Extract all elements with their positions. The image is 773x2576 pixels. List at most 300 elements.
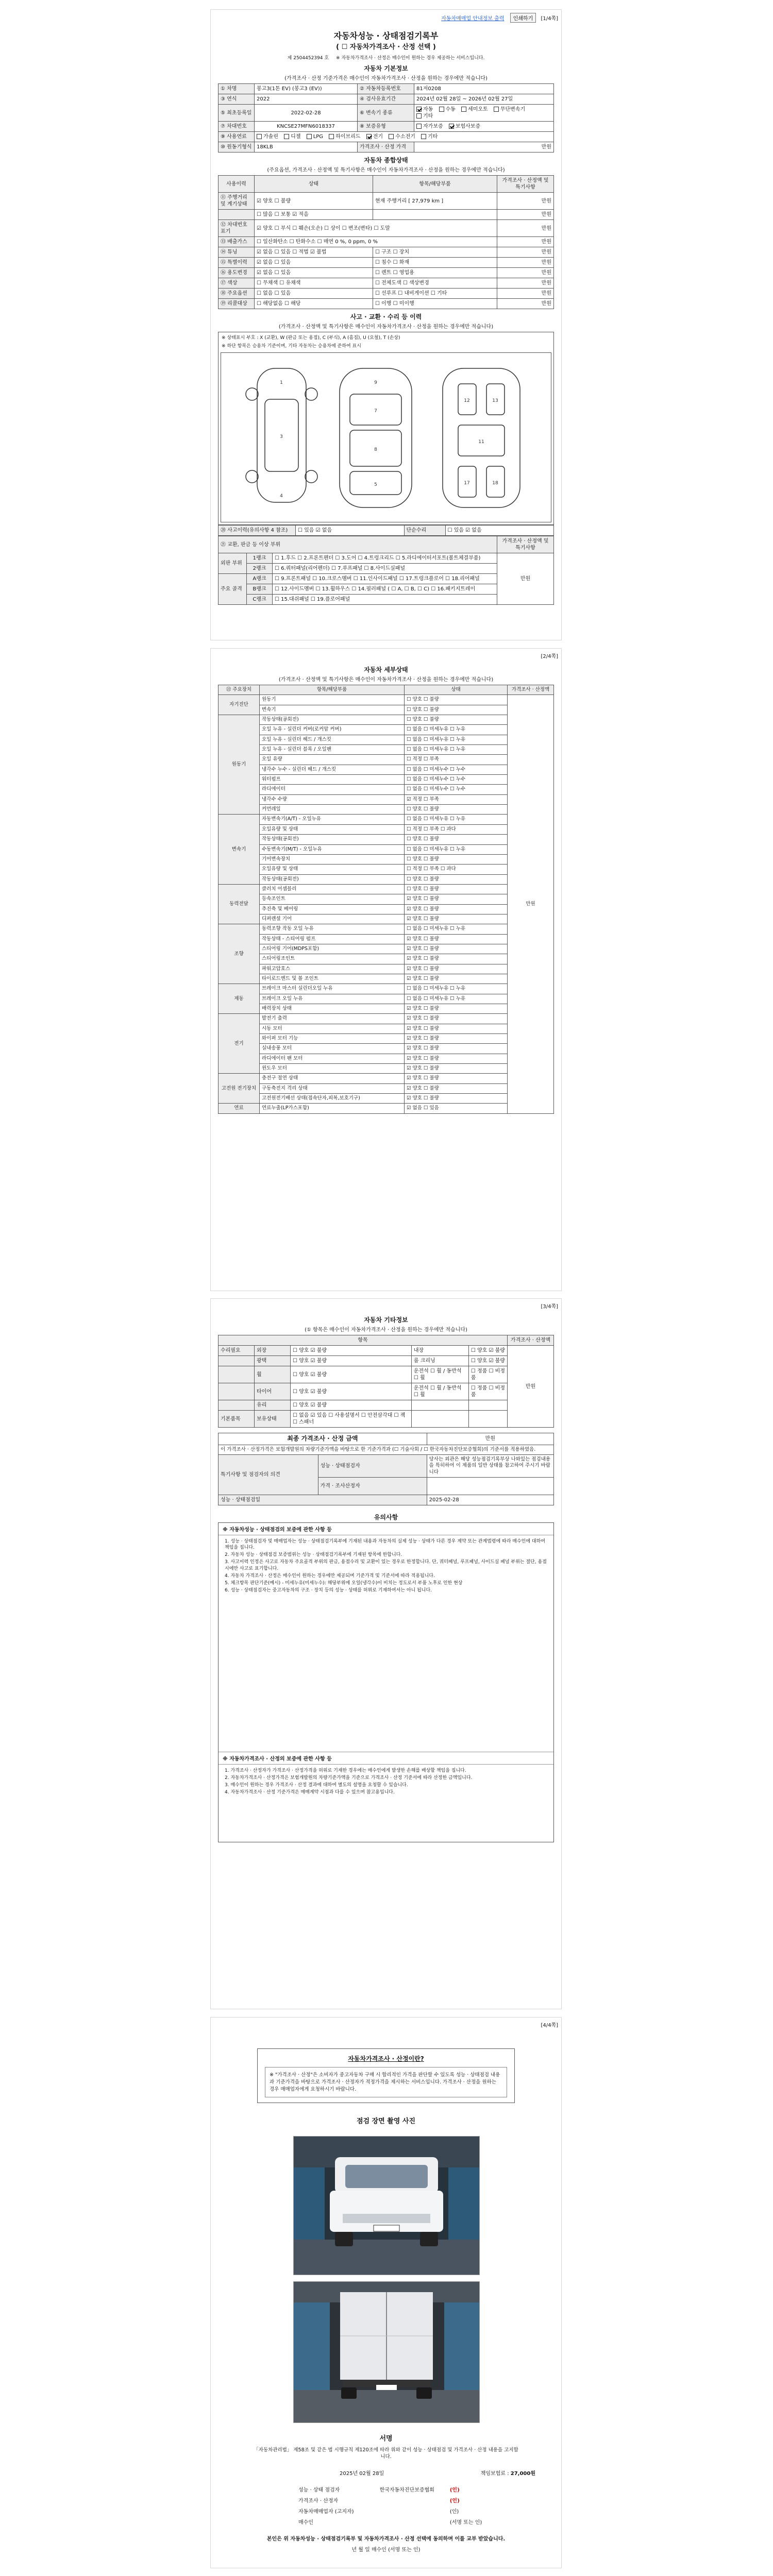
detail-row — [219, 745, 554, 755]
pricebox — [257, 2048, 515, 2103]
status-row-detail — [373, 210, 497, 220]
other-part2 — [411, 1400, 468, 1411]
status-row-detail: ☐ 이행 ☐ 미이행 — [373, 299, 497, 309]
detail-state: ☐ 양호 ☐ 불량 — [405, 835, 508, 844]
status-row-unit: 만원 — [497, 193, 554, 210]
outer-label: ㉑ 교환, 판금 등 이상 부위 — [219, 536, 497, 553]
detail-state: ☐ 적정 ☐ 부족 — [405, 755, 508, 765]
accident-legend2: ※ 하단 항목은 승용차 기준이며, 기타 자동차는 승용차에 준하여 표시 — [222, 344, 361, 349]
engine: 18KLB — [255, 142, 358, 152]
page-3 — [210, 1298, 562, 2009]
other-state: ☐ 없음 ☑ 있음 ☐ 사용설명서 ☐ 안전삼각대 ☐ 잭 ☐ 스패너 — [291, 1411, 412, 1428]
notice-header: 유의사항 — [374, 1513, 398, 1521]
detail-part: 냉각수 수량 — [260, 794, 405, 804]
other-state: ☐ 양호 ☑ 불량 — [291, 1400, 412, 1411]
receiver-sign-label: 매수인 — [298, 2519, 313, 2526]
notice-item: 4. 자동차 가격조사 · 산정은 매수인이 원하는 경우에만 제공되며 기준가격 및 기준서에 따라 적용됩니다. — [225, 1573, 435, 1579]
detail-row — [219, 715, 554, 725]
status-row-detail: ☐ 구조 ☐ 장치 — [373, 247, 497, 258]
status-row — [219, 258, 554, 268]
rankB-items: ☐ 12.사이드멤버 ☐ 13.휠하우스 ☐ 14.필러패널 ( ☐ A, ☐ B, ☐ C) ☐ 16.패키지트레이 — [273, 584, 497, 595]
other-name: 기본품목 — [219, 1411, 255, 1428]
fuel-hybrid: 하이브리드 — [335, 134, 361, 140]
status-row-label: ⑭ 튜닝 — [219, 247, 255, 258]
checker-note: 당사는 외관은 해당 성능점검기록부상 나와있는 점검내용을 특히하여 이 제품의 일반 상태를 참고하여 주시기 바랍니다 — [427, 1454, 553, 1477]
photos-title: 점검 장면 촬영 사진 — [356, 2117, 416, 2126]
detail-group-label: 고전원 전기장치 — [219, 1074, 260, 1104]
notice-item: 2. 자동차 성능 · 상태점검 보증범위는 성능 · 상태점검기록부에 기재된 항목에 한합니다. — [225, 1552, 402, 1558]
detail-state: ☐ 적정 ☐ 부족 ☐ 과다 — [405, 824, 508, 834]
rankA-items: ☐ 9.프론트패널 ☐ 10.크로스멤버 ☐ 11.인사이드패널 ☐ 17.트렁크플로어 ☐ 18.리어패널 — [273, 574, 497, 584]
detail-col-item: 항목/해당부품 — [260, 685, 405, 695]
page-number: [3/4쪽] — [541, 1304, 558, 1310]
detail-row — [219, 854, 554, 864]
accident-sub: (가격조사 · 산정액 및 특기사항은 매수인이 자동차가격조사 · 산정을 원하는 경우에만 적습니다) — [278, 324, 494, 330]
rank1-label: 1랭크 — [247, 553, 273, 564]
detail-state: ☐ 없음 ☐ 미세누유 ☐ 누유 — [405, 725, 508, 735]
detail-part: 커먼레일 — [260, 805, 405, 815]
page-number: [2/4쪽] — [541, 654, 558, 659]
other-sub: (① 항목은 매수인이 자동차가격조사 · 산정을 원하는 경우에만 적습니다) — [305, 1327, 467, 1333]
detail-state: ☑ 양호 ☐ 불량 — [405, 964, 508, 974]
other-part2 — [411, 1411, 468, 1428]
repair-label: 단순수리 — [404, 526, 445, 536]
detail-row — [219, 944, 554, 954]
checkbox — [307, 134, 312, 139]
detail-row — [219, 794, 554, 804]
detail-state: ☑ 양호 ☐ 불량 — [405, 1034, 508, 1044]
fuel-label: ⑨ 사용연료 — [219, 132, 255, 142]
detail-row — [219, 735, 554, 744]
basic-sub: (가격조사 · 산정 기준가격은 매수인이 자동차가격조사 · 산정을 원하는 경우에만 적습니다) — [284, 76, 488, 81]
notice-sec2-items — [219, 1765, 553, 1842]
other-state: ☐ 양호 ☑ 불량 — [291, 1346, 412, 1356]
detail-part: 윈도우 모터 — [260, 1064, 405, 1074]
detail-row — [219, 964, 554, 974]
detail-row — [219, 1083, 554, 1093]
other-col-item: 항목 — [219, 1335, 508, 1346]
warranty-options — [414, 122, 554, 132]
detail-sub: (가격조사 · 산정액 및 특기사항은 매수인이 자동차가격조사 · 산정을 원하는 경우에만 적습니다) — [278, 677, 494, 683]
detail-part: 파워고압호스 — [260, 964, 405, 974]
detail-state: ☐ 없음 ☐ 미세누유 ☐ 누유 — [405, 984, 508, 994]
status-row-unit: 만원 — [497, 237, 554, 247]
other-row — [219, 1383, 554, 1400]
status-row-detail: ☐ 침수 ☐ 화재 — [373, 258, 497, 268]
notice-sec1: ※ 자동차성능 · 상태점검의 보증에 관한 사항 등 — [219, 1523, 553, 1535]
damage-table — [218, 536, 554, 605]
detail-group-label: 변속기 — [219, 815, 260, 884]
other-part2: 룸 크리닝 — [411, 1356, 468, 1366]
fuel-options — [255, 132, 554, 142]
checker-label: 성능 · 상태점검자 — [318, 1454, 427, 1477]
dealer-sign-label: 자동차매매업자 (고지자) — [298, 2509, 354, 2515]
status-row — [219, 220, 554, 237]
car-name-label: ① 차명 — [219, 84, 255, 94]
svg-text:8: 8 — [374, 447, 377, 452]
notice-item: 5. 체크항목 판단기준(예시) - 미세누유(미세누수): 해당부위에 오일(냉각수)이 비치는 정도로서 부품 노후로 인한 현상 — [225, 1580, 463, 1586]
price-unit: 만원 — [414, 142, 554, 152]
status-row-unit: 만원 — [497, 299, 554, 309]
status-row-unit: 만원 — [497, 268, 554, 278]
status-row-opts: ☐ 해당없음 ☐ 해당 — [255, 299, 373, 309]
status-col-price: 가격조사 · 산정액 및 특기사항 — [497, 176, 554, 193]
detail-state: ☐ 양호 ☐ 불량 — [405, 884, 508, 894]
detail-part: 타이로드엔드 및 볼 조인트 — [260, 974, 405, 984]
other-state2: ☐ 정품 ☐ 비정품 — [468, 1383, 507, 1400]
detail-part: 브레이크 마스터 실린더오일 누유 — [260, 984, 405, 994]
detail-part: 스티어링 기어(MDPS포함) — [260, 944, 405, 954]
detail-part: 실내송풍 모터 — [260, 1044, 405, 1054]
reg-no: 81저0208 — [414, 84, 554, 94]
signature-date: 2025년 02월 28일 — [340, 2470, 384, 2477]
detail-row — [219, 984, 554, 994]
checker-sign: 한국자동차진단보증협회 — [379, 2487, 434, 2493]
pricer-label: 가격 · 조사산정자 — [318, 1477, 427, 1495]
status-sub: (주요옵션, 가격조사 · 산정액 및 특기사항은 매수인이 자동차가격조사 · 산정을 원하는 경우에만 적습니다) — [267, 167, 505, 173]
repair-opts: ☐ 있음 ☑ 없음 — [445, 526, 554, 536]
status-row-unit: 만원 — [497, 278, 554, 289]
dealer-seal: (인) — [449, 2509, 459, 2515]
trans-auto: 자동 — [423, 107, 433, 112]
detail-col-main: ㉒ 주요장치 — [219, 685, 260, 695]
warranty-insurance: 보험사보증 — [455, 124, 481, 129]
price-label: 가격조사 · 산정 가격 — [358, 142, 414, 152]
status-row-unit: 만원 — [497, 210, 554, 220]
status-row-opts: ☑ 없음 ☐ 있음 — [255, 268, 373, 278]
detail-header: 자동차 세부상태 — [364, 666, 408, 673]
dealer-info-link[interactable]: 자동차매매업 안내정보 출력 — [441, 16, 505, 22]
checkbox — [439, 107, 444, 112]
car-name: 봉고3(1톤 EV) — [257, 86, 291, 92]
detail-row — [219, 1094, 554, 1104]
detail-group-label: 원동기 — [219, 715, 260, 815]
checkbox — [461, 107, 466, 112]
detail-state: ☑ 양호 ☐ 불량 — [405, 1054, 508, 1063]
signature-table — [298, 2484, 482, 2527]
panel-label: 외판 부위 — [219, 553, 247, 574]
notice-item: 3. 매수인이 원하는 경우 가격조사 · 산정 결과에 대하여 별도의 설명을 요청할 수 있습니다. — [225, 1783, 408, 1788]
detail-row — [219, 865, 554, 874]
accident-label: ⑳ 사고이력(유의사항 4 참조) — [219, 526, 296, 536]
car-frame-body — [443, 368, 520, 507]
status-row-opts: ☐ 없음 ☐ 있음 — [255, 289, 373, 299]
detail-group-label: 제동 — [219, 984, 260, 1014]
status-row-detail: 현재 주행거리 [ 27,979 km ] — [373, 193, 497, 210]
status-row — [219, 193, 554, 210]
other-state2: ☐ 양호 ☑ 불량 — [468, 1356, 507, 1366]
detail-part: 와이퍼 모터 기능 — [260, 1034, 405, 1044]
year-label: ③ 연식 — [219, 94, 255, 105]
detail-state: ☐ 없음 ☐ 미세누유 ☐ 누유 — [405, 924, 508, 934]
status-row-opts: ☑ 양호 ☐ 부식 ☐ 훼손(오손) ☐ 상이 ☐ 변조(변타) ☐ 도말 — [255, 220, 497, 237]
detail-state: ☑ 양호 ☐ 불량 — [405, 1024, 508, 1033]
fuel-electric: 전기 — [373, 134, 383, 140]
checkbox — [257, 134, 262, 139]
status-row-unit: 만원 — [497, 289, 554, 299]
status-row-label: ⑰ 색상 — [219, 278, 255, 289]
detail-part: 등속조인트 — [260, 894, 405, 904]
detail-state: ☑ 양호 ☐ 불량 — [405, 1004, 508, 1014]
checkbox — [284, 134, 289, 139]
detail-part: 냉각수 누수 - 실린더 헤드 / 개스킷 — [260, 765, 405, 774]
status-row — [219, 268, 554, 278]
checkbox — [389, 134, 394, 139]
engine-label: ⑩ 원동기형식 — [219, 142, 255, 152]
date-label: 성능 · 상태점검일 — [219, 1495, 427, 1505]
svg-text:9: 9 — [374, 380, 377, 385]
detail-row — [219, 835, 554, 844]
detail-row — [219, 1054, 554, 1063]
detail-row — [219, 924, 554, 934]
detail-row — [219, 1104, 554, 1113]
other-part: 보유상태 — [255, 1411, 291, 1428]
other-col-price: 가격조사 · 산정액 — [508, 1335, 554, 1346]
detail-state: ☐ 없음 ☐ 미세누유 ☐ 누유 — [405, 735, 508, 744]
evaluation-header: 최종 가격조사 · 산정 금액 — [219, 1433, 427, 1445]
detail-part: 오일 누유 - 실린더 커버(로커암 커버) — [260, 725, 405, 735]
detail-state: ☑ 양호 ☐ 불량 — [405, 934, 508, 944]
detail-row — [219, 815, 554, 824]
status-row-opts: ☐ 무채색 ☐ 유채색 — [255, 278, 373, 289]
status-row-label — [219, 210, 255, 220]
fee-value: 27,000원 — [510, 2470, 535, 2477]
detail-group-label: 동력전달 — [219, 884, 260, 924]
checkbox — [329, 134, 334, 139]
other-unit: 만원 — [508, 1346, 554, 1428]
year: 2022 — [255, 94, 358, 105]
other-name — [219, 1400, 255, 1411]
fee-label: 책임보험료 — [480, 2470, 506, 2477]
other-table — [218, 1335, 554, 1428]
signature-title: 서명 — [379, 2435, 393, 2443]
detail-row — [219, 934, 554, 944]
detail-state: ☐ 없음 ☐ 미세누수 ☐ 누수 — [405, 765, 508, 774]
detail-part: 충전구 절연 상태 — [260, 1074, 405, 1083]
other-part: 외장 — [255, 1346, 291, 1356]
car-diagram — [221, 352, 551, 522]
detail-part: 발전기 출력 — [260, 1014, 405, 1024]
detail-row — [219, 775, 554, 785]
checkbox — [416, 107, 422, 112]
detail-part: 동력조향 작동 오일 누유 — [260, 924, 405, 934]
detail-part: 작동상태 - 스티어링 펌프 — [260, 934, 405, 944]
other-state: ☐ 양호 ☑ 불량 — [291, 1366, 412, 1383]
rankC-items: ☐ 15.대쉬패널 ☐ 19.플로어패널 — [273, 595, 497, 605]
status-row — [219, 247, 554, 258]
detail-state: ☐ 없음 ☐ 미세누유 ☐ 누유 — [405, 745, 508, 755]
front-photo-image — [294, 2137, 480, 2275]
status-table — [218, 175, 554, 309]
detail-group-label: 자기진단 — [219, 695, 260, 715]
checkbox — [449, 124, 454, 129]
trans-label: ⑥ 변속기 종류 — [358, 105, 414, 122]
checkbox — [366, 134, 372, 139]
detail-state: ☐ 양호 ☐ 불량 — [405, 805, 508, 815]
car-name-sub: (봉고3 (EV)) — [292, 86, 322, 92]
first-reg: 2022-02-28 — [255, 105, 358, 122]
trans-semi: 세미오토 — [468, 107, 488, 112]
status-row-detail: ☐ 선루프 ☐ 내비게이션 ☐ 기타 — [373, 289, 497, 299]
detail-row — [219, 914, 554, 924]
detail-part: 라디에이터 — [260, 785, 405, 794]
detail-col-state: 상태 — [405, 685, 508, 695]
evaluation-amount: 만원 — [427, 1433, 553, 1445]
other-part2: 운전석 ☐ 휠 / 동반석 ☐ 휠 — [411, 1366, 468, 1383]
detail-part: 구동축전지 격리 상태 — [260, 1083, 405, 1093]
checker-seal: (인) — [449, 2487, 460, 2493]
svg-text:13: 13 — [492, 398, 498, 403]
detail-state: ☑ 양호 ☐ 불량 — [405, 954, 508, 964]
signature-section: 서명 「자동차관리법」 제58조 및 같은 법 시행규칙 제120조에 따라 위와 같이 성능 · 상태점검 및 가격조사 · 산정 내용을 고지합니다. 2025년 02월 28일 책임보험료 : 27,000원 성능 · 상태 점검자 한국자동차진단보증협회 (인) 가격조사 · 산정자 (인) 자동차매매업자 (고지자) (인) 매수인 (서명 또는 인) 본인은 위 자동차성능 · 상태점검기록부 및 자동차가격조사 · 산정 선택에 동의하며 이를 교부 받았습니다. 년 월 일 매수인 (서명 또는 인) — [221, 2433, 551, 2553]
trans-etc: 기타 — [423, 113, 433, 119]
basic-header: 자동차 기본정보 — [364, 65, 408, 72]
detail-unit: 만원 — [508, 695, 554, 1113]
checkbox — [421, 134, 426, 139]
other-row — [219, 1366, 554, 1383]
detail-part: 작동상태(공회전) — [260, 715, 405, 725]
rankC-label: C랭크 — [247, 595, 273, 605]
detail-state: ☑ 양호 ☐ 불량 — [405, 914, 508, 924]
detail-part: 고전원전기배선 상태(접속단자,피복,보호기구) — [260, 1094, 405, 1104]
detail-row — [219, 824, 554, 834]
fuel-gasoline: 가솔린 — [263, 134, 278, 140]
pricebox-text: ※ "가격조사 · 산정"은 소비자가 중고자동차 구매 시 합리적인 가격을 판단할 수 있도록 성능 · 상태점검 내용과 기준가격을 바탕으로 가격조사 · 산정자가 적정가격을 제시하는 서비스입니다. 가격조사 · 산정을 원하는 경우 매매업자에게 요청하시기 바랍니다. — [265, 2067, 507, 2097]
special-label: 특기사항 및 점검자의 의견 — [219, 1454, 318, 1495]
detail-state: ☑ 양호 ☐ 불량 — [405, 894, 508, 904]
fuel-hydrogen: 수소전기 — [395, 134, 415, 140]
status-row-label: ⑬ 배출가스 — [219, 237, 255, 247]
detail-col-price: 가격조사 · 산정액 — [508, 685, 554, 695]
notice-item: 1. 가격조사 · 산정자가 가격조사 · 산정가격을 허위로 기재한 경우에는 매수인에게 발생한 손해를 배상할 책임을 집니다. — [225, 1768, 466, 1773]
detail-state: ☐ 양호 ☐ 불량 — [405, 695, 508, 705]
other-part: 타이어 — [255, 1383, 291, 1400]
svg-text:17: 17 — [464, 481, 470, 486]
detail-part: 스티어링조인트 — [260, 954, 405, 964]
detail-row — [219, 974, 554, 984]
notice-item: 1. 성능 · 상태점검자 및 매매업자는 성능 · 상태점검기록부에 기재된 내용과 자동차의 실제 성능 · 상태가 다른 경우 계약 또는 관계법령에 따라 매수인에 대하여 책임을 집니다. — [225, 1538, 546, 1551]
other-name — [219, 1383, 255, 1400]
detail-row — [219, 1014, 554, 1024]
notice-box — [218, 1522, 554, 1842]
detail-state: ☑ 양호 ☐ 불량 — [405, 944, 508, 954]
inspect-period: 2024년 02월 28일 ~ 2026년 02월 27일 — [414, 94, 554, 105]
page-2 — [210, 648, 562, 1291]
accident-opts: ☐ 있음 ☑ 없음 — [296, 526, 405, 536]
accident-table — [218, 525, 554, 536]
status-col-item: 항목/해당부품 — [373, 176, 497, 193]
detail-row — [219, 765, 554, 774]
trans-cvt: 무단변속기 — [500, 107, 526, 112]
notice-item: 6. 성능 · 상태점검자는 중고자동차의 구조 · 장치 등의 성능 · 상태를 허위로 기재하여서는 아니 됩니다. — [225, 1587, 432, 1593]
warranty-label: ⑧ 보증유형 — [358, 122, 414, 132]
status-row-detail: ☐ 전체도색 ☐ 색상변경 — [373, 278, 497, 289]
detail-state: ☑ 없음 ☐ 있음 — [405, 1104, 508, 1113]
detail-part: 클러치 어셈블리 — [260, 884, 405, 894]
status-row-label: ⑲ 리콜대상 — [219, 299, 255, 309]
rankB-label: B랭크 — [247, 584, 273, 595]
checkbox — [494, 107, 499, 112]
detail-row — [219, 904, 554, 914]
detail-state: ☐ 양호 ☐ 불량 — [405, 854, 508, 864]
detail-table — [218, 685, 554, 1114]
detail-state: ☐ 양호 ☐ 불량 — [405, 715, 508, 725]
detail-row — [219, 1044, 554, 1054]
status-row — [219, 237, 554, 247]
detail-part: 워터펌프 — [260, 775, 405, 785]
detail-part: 변속기 — [260, 705, 405, 715]
other-part2: 내장 — [411, 1346, 468, 1356]
detail-row — [219, 1024, 554, 1033]
doc-number: 제 2504452394 호 — [287, 56, 329, 61]
pricebox-title: 자동차가격조사 · 산정이란? — [348, 2055, 424, 2062]
other-row — [219, 1400, 554, 1411]
evaluation-table — [218, 1433, 554, 1505]
print-button[interactable]: 인쇄하기 — [510, 13, 536, 23]
accident-legend: ※ 상태표시 부호 : X (교환), W (판금 또는 용접), C (부식), A (흠집), U (요철), T (손상) — [222, 335, 400, 341]
svg-text:12: 12 — [464, 398, 470, 403]
status-row-unit: 만원 — [497, 258, 554, 268]
detail-part: 추진축 및 베어링 — [260, 904, 405, 914]
status-row-opts: ☐ 일산화탄소 ☐ 탄화수소 ☐ 매연 0 %, 0 ppm, 0 % — [255, 237, 497, 247]
fuel-etc: 기타 — [428, 134, 438, 140]
detail-row — [219, 695, 554, 705]
warranty-self: 자가보증 — [423, 124, 443, 129]
other-state2: ☐ 정품 ☐ 비정품 — [468, 1366, 507, 1383]
svg-text:3: 3 — [280, 434, 283, 439]
detail-row — [219, 994, 554, 1004]
rankA-label: A랭크 — [247, 574, 273, 584]
detail-state: ☐ 양호 ☐ 불량 — [405, 874, 508, 884]
detail-row — [219, 705, 554, 715]
detail-part: 브레이크 오일 누유 — [260, 994, 405, 1004]
first-reg-label: ⑤ 최초등록일 — [219, 105, 255, 122]
detail-state: ☑ 양호 ☐ 불량 — [405, 1074, 508, 1083]
detail-group-label: 전기 — [219, 1014, 260, 1074]
trans-manual: 수동 — [445, 107, 456, 112]
detail-row — [219, 1064, 554, 1074]
status-row-opts: ☐ 많음 ☐ 보통 ☑ 적음 — [255, 210, 373, 220]
other-row — [219, 1356, 554, 1366]
signature-footer: 본인은 위 자동차성능 · 상태점검기록부 및 자동차가격조사 · 산정 선택에 동의하며 이를 교부 받았습니다. — [266, 2536, 506, 2542]
detail-state: ☑ 양호 ☐ 불량 — [405, 904, 508, 914]
status-col-state: 상태 — [255, 176, 373, 193]
checker-sign-label: 성능 · 상태 점검자 — [298, 2487, 340, 2493]
rear-photo-image — [294, 2282, 480, 2423]
detail-state: ☑ 양호 ☐ 불량 — [405, 1014, 508, 1024]
status-row-label: ⑮ 특별이력 — [219, 258, 255, 268]
status-row — [219, 278, 554, 289]
svg-text:1: 1 — [280, 380, 283, 385]
front-photo — [293, 2136, 480, 2275]
detail-part: 시동 모터 — [260, 1024, 405, 1033]
page-number: [4/4쪽] — [541, 2023, 558, 2028]
rank2-label: 2랭크 — [247, 564, 273, 574]
notice-item: 2. 자동차가격조사 · 산정가격은 보험개발원의 차량기준가액을 기준으로 가격조사 · 산정 기준서에 따라 산정한 금액입니다. — [225, 1775, 473, 1781]
doc-subtitle: ( ☐ 자동차가격조사 · 산정 선택 ) — [336, 43, 436, 51]
notice-sec1-items — [219, 1535, 553, 1752]
status-row-label: ⑫ 차대번호 표기 — [219, 220, 255, 237]
other-state2 — [468, 1400, 507, 1411]
detail-state: ☑ 적정 ☐ 부족 — [405, 794, 508, 804]
detail-part: 자동변속기(A/T) - 오일누유 — [260, 815, 405, 824]
detail-row — [219, 884, 554, 894]
status-row — [219, 289, 554, 299]
status-row-label: ⑯ 용도변경 — [219, 268, 255, 278]
frame-label: 주요 골격 — [219, 574, 247, 605]
doc-note: ※ 자동차가격조사 · 산정은 매수인이 원하는 경우 제공하는 서비스입니다. — [336, 56, 485, 61]
detail-row — [219, 1074, 554, 1083]
